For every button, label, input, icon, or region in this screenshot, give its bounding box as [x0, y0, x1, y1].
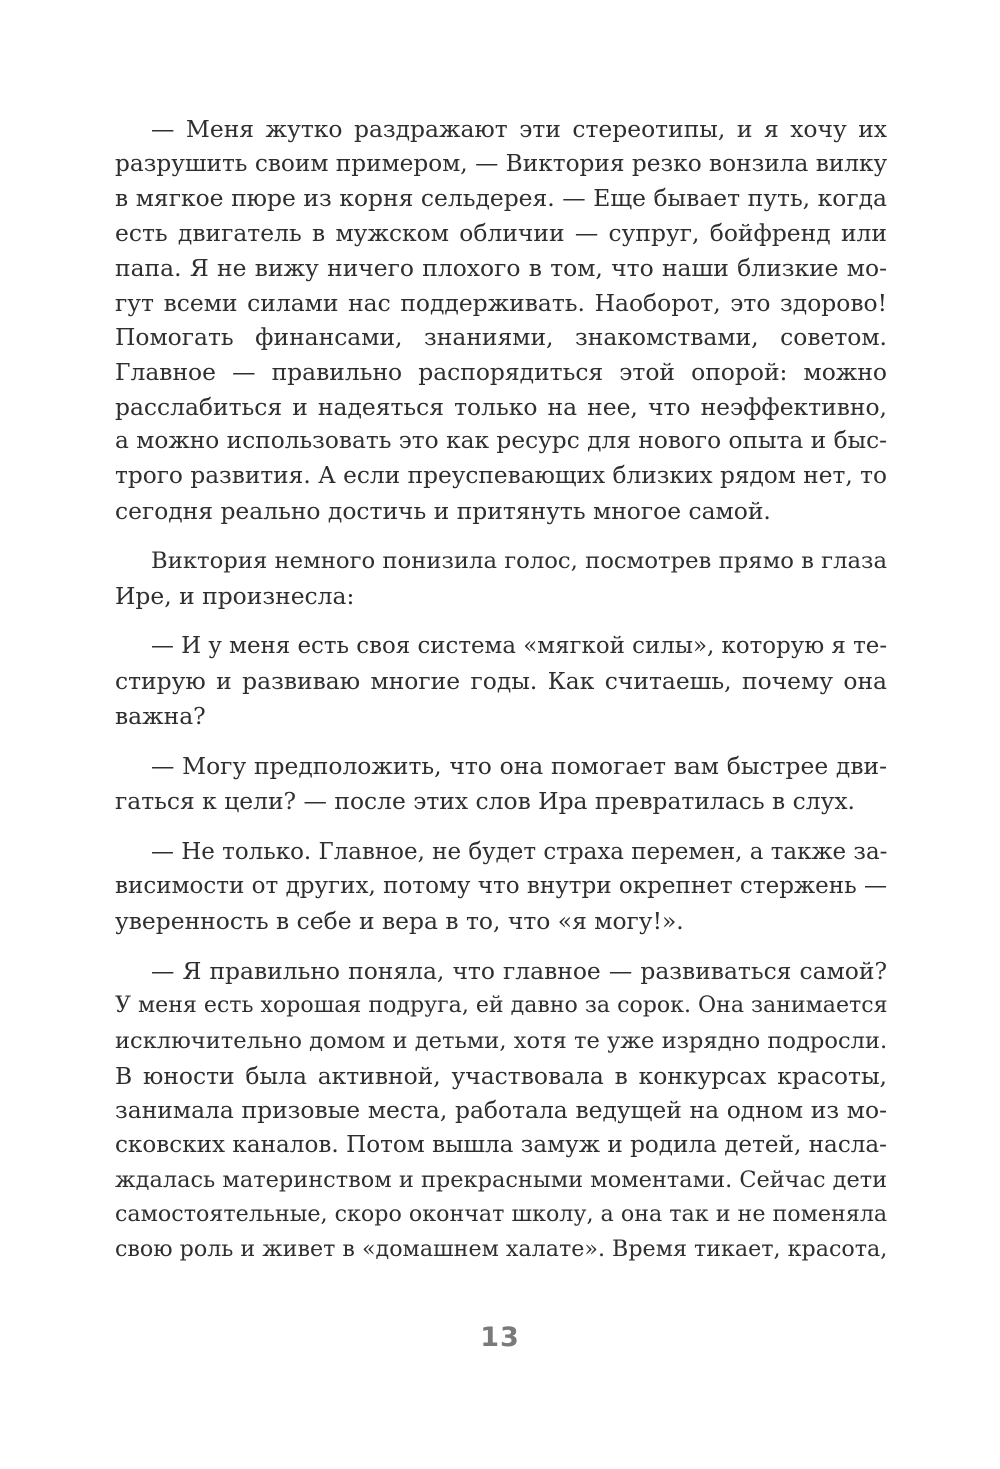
text-line: разрушить своим примером, — Виктория резко вонзила вилку [115, 149, 888, 177]
text-line: самостоятельные, скоро окончат школу, а она так и не поменяла [115, 1201, 888, 1228]
text-line: сегодня реально достичь и притянуть многое самой. [115, 496, 771, 525]
paragraph [115, 749, 887, 818]
text-line: в мягкое пюре из корня сельдерея. — Еще бывает путь, когда [115, 184, 887, 213]
text-line: есть двигатель в мужском обличии — супруг, бойфренд или [115, 219, 887, 248]
paragraph [115, 835, 887, 939]
text-line: В юности была активной, участвовала в конкурсах красоты, [115, 1061, 887, 1090]
text-line: уверенность в себе и вера в то, что «я могу!». [115, 906, 684, 935]
text-line: Виктория немного понизила голос, посмотрев прямо в глаза [151, 548, 887, 575]
paragraph [115, 544, 887, 613]
text-line: Ире, и произнесла: [115, 581, 355, 610]
text-line: свою роль и живет в «домашнем халате». Время тикает, красота, [115, 1236, 888, 1263]
text-line: гаться к цели? — после этих слов Ира превратилась в слух. [115, 787, 855, 816]
text-line: исключительно домом и детьми, хотя те уже изрядно подросли. [115, 1027, 888, 1054]
text-line: — Меня жутко раздражают эти стереотипы, и я хочу их [151, 115, 887, 143]
text-line: Главное — правильно распорядиться этой опорой: можно [115, 357, 887, 386]
text-line: стирую и развиваю многие годы. Как считаешь, почему она [115, 667, 887, 696]
text-line: У меня есть хорошая подруга, ей давно за сорок. Она занимается [115, 993, 888, 1019]
body-text [115, 112, 887, 1283]
text-line: расслабиться и надеяться только на нее, что неэффективно, [115, 392, 887, 421]
paragraph [115, 954, 887, 1266]
text-line: висимости от других, потому что внутри окрепнет стержень — [115, 873, 887, 900]
text-line: важна? [115, 701, 206, 730]
paragraph [115, 629, 887, 733]
text-line: занимала призовые места, работала ведущей на одном из мо- [115, 1096, 887, 1125]
text-line: — И у меня есть своя система «мягкой силы», которую я те- [151, 633, 888, 660]
page-number: 13 [480, 1322, 520, 1353]
text-line: — Не только. Главное, не будет страха перемен, а также за- [151, 838, 888, 865]
text-line: — Могу предположить, что она помогает вам быстрее дви- [151, 752, 887, 781]
text-line: папа. Я не вижу ничего плохого в том, что наши близкие мо- [115, 253, 887, 282]
paragraph [115, 112, 887, 528]
text-line: сковских каналов. Потом вышла замуж и родила детей, насла- [115, 1131, 887, 1158]
text-line: трого развития. А если преуспевающих близких рядом нет, то [115, 462, 888, 490]
text-line: Помогать финансами, знаниями, знакомствами, советом. [115, 323, 887, 352]
text-line: ждалась материнством и прекрасными моментами. Сейчас дети [115, 1166, 888, 1193]
text-line: — Я правильно поняла, что главное — развиваться самой? [151, 957, 887, 986]
text-line: гут всеми силами нас поддерживать. Наоборот, это здорово! [115, 288, 887, 317]
text-line: а можно использовать это как ресурс для нового опыта и быс- [115, 427, 888, 455]
